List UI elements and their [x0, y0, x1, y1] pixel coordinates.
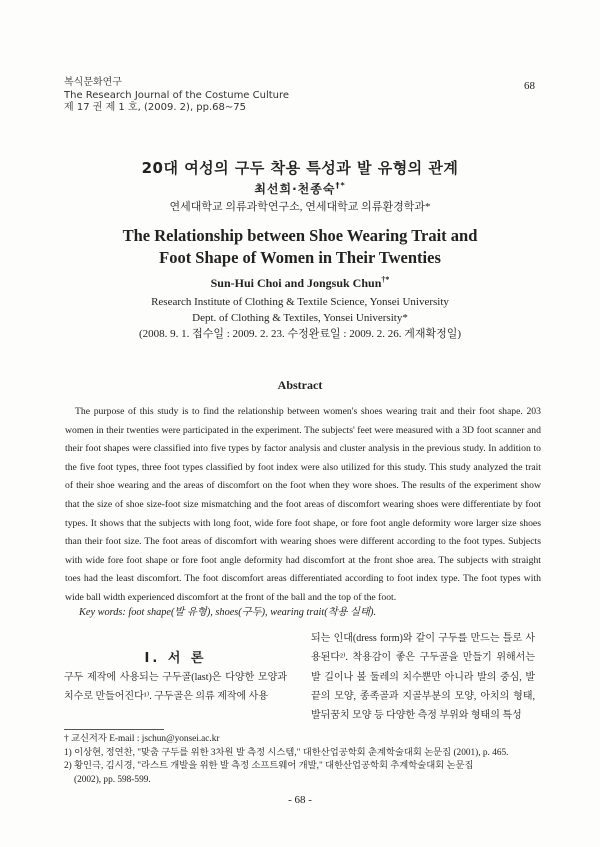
authors-korean: [0, 180, 600, 197]
authors-english-mark: †*: [381, 275, 390, 284]
keywords: Key words: foot shape(발 유형), shoes(구두), wearing trait(착용 실태).: [79, 607, 377, 618]
title-english-line1: The Relationship between Shoe Wearing Trait and: [122, 226, 478, 245]
authors-korean-names: 최선희·천종숙: [254, 182, 336, 196]
body-text-right: 되는 인대(dress form)와 같이 구두를 만드는 틀로 사용된다²⁾. 착용감이 좋은 구두골을 만들기 위해서는 발 길이나 볼 둘레의 치수뿐만 아니라 발의 중심, 발끝의 모양, 종족골과 지골부분의 모양, 아치의 형태, 발뒤꿈치 모양 등 다양한 측정 부위와 형태의 특성: [311, 633, 535, 722]
footer-page-number: - 68 -: [288, 794, 312, 806]
affiliation-korean: 연세대학교 의류과학연구소, 연세대학교 의류환경학과*: [169, 201, 431, 213]
affiliation-english: [0, 294, 600, 342]
footnote-ref1: 1) 이상현, 정연찬, "맞춤 구두를 위한 3차원 발 측정 시스템," 대한산업공학회 춘계학술대회 논문집 (2001), p. 465.: [64, 747, 509, 758]
authors-korean-mark: †*: [335, 181, 346, 190]
affiliation-english-1: Research Institute of Clothing & Textile Science, Yonsei University: [151, 296, 449, 308]
footnote-ref2-line2: (2002), pp. 598-599.: [74, 775, 151, 786]
submission-dates: (2008. 9. 1. 접수일 : 2009. 2. 23. 수정완료일 : 2009. 2. 26. 게재확정일): [138, 328, 462, 340]
section-heading: Ⅰ. 서 론: [144, 651, 207, 666]
title-english: [0, 225, 600, 269]
body-text-left: 구두 제작에 사용되는 구두골(last)은 다양한 모양과 치수로 만들어진다¹⁾. 구두골은 의류 제작에 사용: [64, 672, 287, 703]
journal-korean-name: 복식문화연구: [64, 77, 122, 88]
title-korean: 20대 여성의 구두 착용 특성과 발 유형의 관계: [141, 159, 459, 177]
affiliation-english-2: Dept. of Clothing & Textiles, Yonsei University*: [192, 312, 408, 324]
title-english-line2: Foot Shape of Women in Their Twenties: [159, 248, 441, 267]
authors-english: [0, 275, 600, 291]
footnote-divider: [64, 729, 164, 730]
journal-english-name: The Research Journal of the Costume Culture: [64, 89, 290, 101]
abstract-heading: Abstract: [277, 378, 323, 392]
footnotes: [64, 733, 540, 788]
footnote-corresponding: † 교신저자 E-mail : jschun@yonsei.ac.kr: [64, 734, 220, 744]
journal-header: [64, 77, 289, 115]
journal-volume-info: 제 17 권 제 1 호, (2009. 2), pp.68∼75: [64, 102, 247, 113]
page-number: 68: [524, 80, 535, 92]
authors-english-names: Sun-Hui Choi and Jongsuk Chun: [210, 276, 382, 290]
abstract-text: The purpose of this study is to find the relationship between women's shoes wearing trait and their foot shape. 203 women in their twenties were participated in the experiment. The subjects' feet were measured with a 3D foot scanner and their foot shapes were classified into five types by factor analysis and cluster analysis in the previous study. In addition to the five foot types, three foot types classified by foot index were also utilized for this study. This study analyzed the trait of their shoe wearing and the areas of discomfort on the foot when they wore shoes. The results of the experiment show that the size of shoe size-foot size mismatching and the foot areas of discomfort wearing shoes were differentiate by foot types. It shows that the subjects with long foot, wide fore foot shape, or fore foot angle deformity wore larger size shoes than their foot size. The foot areas of discomfort with wearing shoes were different according to the foot types. Subjects with wide fore foot shape or fore foot angle deformity had discomfort at the front shoe area. The subjects with straight toes had the least discomfort. The foot discomfort areas differentiated according to foot index type. The foot types with wide ball width experienced discomfort at the front of the ball and the top of the foot.: [65, 406, 541, 603]
footnote-ref2-line1: 2) 황인극, 김시경, "라스트 개발을 위한 발 측정 소프트웨어 개발," 대한산업공학회 추계학술대회 논문집: [64, 761, 474, 772]
